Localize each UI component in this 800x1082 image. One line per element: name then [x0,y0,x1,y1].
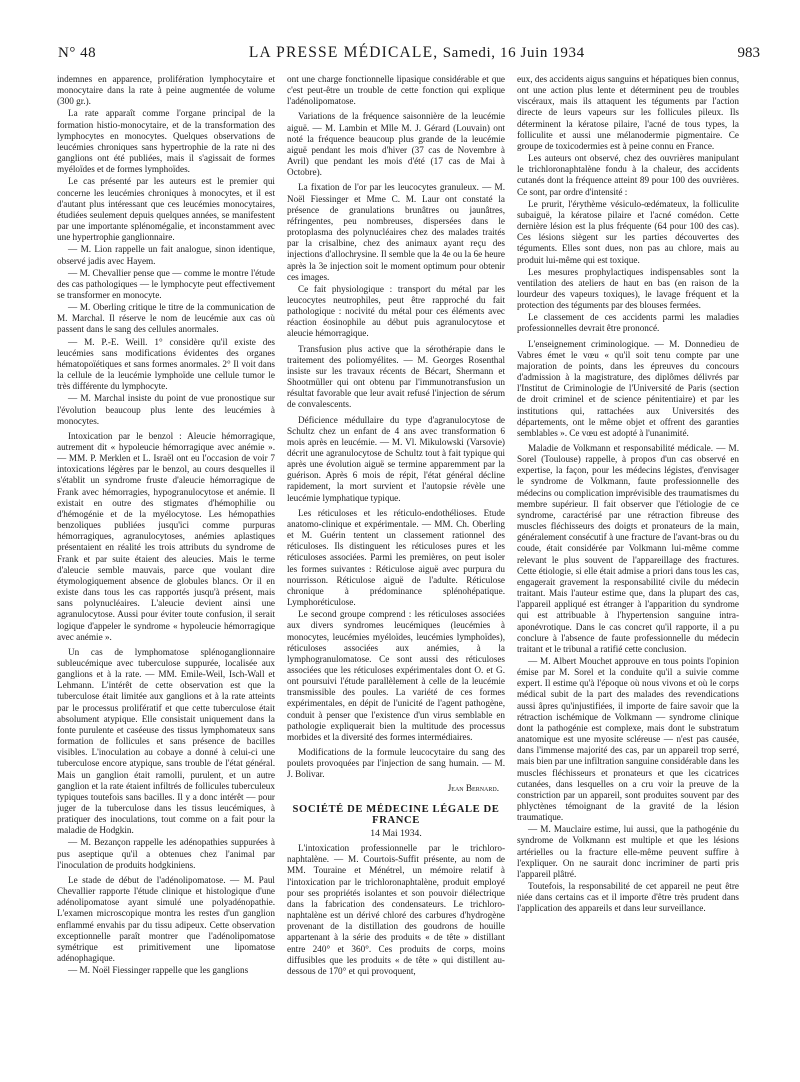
journal-title: LA PRESSE MÉDICALE, [248,44,439,61]
article-adenolipomatose: Le stade de début de l'adénolipomatose. — M. Paul Chevallier rapporte l'étude clinique et histologique d'une adénolipomatose ayant simulé une polyadénopathie. L'examen microscopique montra les restes d'un ganglion enflammé envahis par du tissu adipeux. Cette observation exceptionnelle paraît montrer que l'adénolipomatose symétrique est primitivement une lipomatose adénophagique. [57,874,275,964]
paragraph: Toutefois, la responsabilité de cet appareil ne peut être niée dans certains cas et il importe d'être très prudent dans l'application des appareils et dans leur surveillance. [517,881,739,914]
paragraph: Les mesures prophylactiques indispensables sont la ventilation des ateliers de haut en bas (en raison de la lourdeur des vapeurs toxiques), le lavage fréquent et la protection des téguments par des blouses fermées. [517,266,739,311]
paragraph: — M. Noël Fiessinger rappelle que les ganglions [68,965,249,976]
paragraph: Le second groupe comprend : les réticuloses associées aux divers syndromes leucémiques (leucémies à monocytes, leucémies myéloïdes, leucémies lymphoïdes), réticuloses associées aux anémies, à la lymphogranulomatose. Ce sont aussi des réticuloses associées que les réticuloses expérimentales dont O. et G. ont poursuivi l'étude parallèlement à celle de la leucémie transmissible des poules. La variété de ces formes expérimentales, en dépit de l'unicité de l'agent pathogène, conduit à penser que l'existence d'un virus semblable en pathologie expliquerait bien la multitude des processus morbides et la diversité des formes intermédiaires. [287,609,505,742]
paragraph: Ce fait physiologique : transport du métal par les leucocytes neutrophiles, peut être rapproché du fait pathologique : nocivité du métal pour ces éléments avec réaction éosinophile au début puis agranulocytose et aleucie hémorragique. [287,283,505,339]
column-3 [517,74,739,1068]
article-deficience-medullaire: Déficience médullaire du type d'agranulocytose de Schultz chez un enfant de 4 ans avec transformation 6 mois après en leucémie. — M. Vl. Mikulowski (Varsovie) décrit une agranulocytose de Schultz tout à fait typique qui après une évolution aiguë se termine apparemment par la guérison. Après 6 mois de répit, l'état général décline rapidement, la mort survient et l'autopsie révèle une leucémie lymphatique typique. [287,414,505,503]
article-leucemie-aigue: Variations de la fréquence saisonnière de la leucémie aiguë. — M. Lambin et Mlle M. J. Gérard (Louvain) ont noté la fréquence beaucoup plus grande de la leucémie aiguë pendant les mois d'hiver (37 cas de Novembre à Avril) que pendant les mois d'été (17 cas de Mai à Octobre). [287,111,505,178]
paragraph: — M. Marchal insiste du point de vue pronostique sur l'évolution beaucoup plus lente des leucémies à monocytes. [57,393,275,426]
paragraph: indemnes en apparence, prolifération lymphocytaire et monocytaire dans la rate à peine augmentée de volume (300 gr.). [57,74,275,107]
article-lymphomatose: Un cas de lymphomatose splénoganglionnaire subleucémique avec tuberculose suppurée, localisée aux ganglions et à la rate. — MM. Emile-Weil, Isch-Wall et Lehmann. L'intérêt de cette observation est que la tuberculose était limitée aux ganglions et à la rate atteints par le processus prolifératif et que cette tuberculose était absolument atypique. Elle consistait uniquement dans la fonte purulente et caséeuse des tissus lymphomateux sans formation de follicules et sans présence de bacilles visibles. L'inoculation au cobaye a donné à celui-ci une tuberculose encore atypique, sans trouble de l'état général. Mais un ganglion était ramolli, purulent, et un autre ganglion et la rate étaient infiltrés de follicules tuberculeux typiques toutefois sans bacilles. Il y a donc intérêt — pour juger de la tuberculose dans les tissus leucémiques, à pratiquer des inoculations, tout comme on a fait pour la maladie de Hodgkin. [57,646,275,836]
paragraph: Le cas présenté par les auteurs est le premier qui concerne les leucémies chroniques à monocytes, et il est d'autant plus intéressant que ces leucémies monocytaires, étudiées seulement depuis quelques années, se manifestent par une importante splénomégalie, et inconstamment avec une hypertrophie ganglionnaire. [57,176,275,243]
paragraph: — M. Mauclaire estime, lui aussi, que la pathogénie du syndrome de Volkmann est multiple et que les lésions artérielles ou la fracture elle-même peuvent suffire à l'expliquer. On ne saurait donc incriminer de parti pris l'appareil plâtré. [517,824,739,879]
article-reticuloses: Les réticuloses et les réticulo-endothélioses. Etude anatomo-clinique et expérimentale. — MM. Ch. Oberling et M. Guérin tentent un classement rationnel des réticuloses. Ils distinguent les réticuloses pures et les réticuloses associées. Parmi les premières, on peut isoler les formes suivantes : Réticulose aiguë avec purpura du nourrisson. Réticulose aiguë de l'adulte. Réticulose chronique à prédominance splénohépatique. Lymphoréticulose. [287,507,505,608]
paragraph: Le classement de ces accidents parmi les maladies professionnelles devrait être prononcé. [517,312,739,334]
article-volkmann: Maladie de Volkmann et responsabilité médicale. — M. Sorel (Toulouse) rappelle, à propos d'un cas observé en expertise, la façon, pour les médecins légistes, d'envisager le syndrome de Volkmann, faute professionnelle des médecins ou complication imprévisible des traumatismes du membre supérieur. Il fait observer que l'étiologie de ce syndrome, caractérisé par une rétraction fibreuse des muscles fléchisseurs des doigts et pronateurs de la main, généralement consécutif à une fracture de l'avant-bras ou du coude, était considérée par Volkmann lui-même comme relevant le plus souvent de l'appareillage des fractures. Cette étiologie, si elle était admise a priori dans tous les cas, engagerait gravement la responsabilité civile du médecin traitant. Mais l'auteur estime que, dans la plupart des cas, l'appareil appliqué est étranger à l'apparition du syndrome qui est attribuable à l'hypertension sanguine intra-aponévrotique. Dans le cas concret qu'il rapporte, il a pu conclure à l'absence de faute professionnelle du médecin traitant et le tribunal a ratifié cette conclusion. [517,443,739,654]
article-fixation-or: La fixation de l'or par les leucocytes granuleux. — M. Noël Fiessinger et Mme C. M. Laur ont constaté la présence de granulations brunâtres ou jaunâtres, réfringentes, peu nombreuses, dispersées dans le protoplasma des polynucléaires chez des malades traités par la crisalbine, chez des animaux ayant reçu des injections d'allochrysine. Il semble que la 4e ou la 6e heure après la 3e injection soit le moment optimum pour obtenir ces images. [287,182,505,282]
paragraph: Le prurit, l'érythème vésiculo-œdémateux, la folliculite subaiguë, la kératose pilaire et l'acné comédon. Cette dernière lésion est la plus fréquente (64 pour 100 des cas). Ces lésions siègent sur les parties découvertes des téguments. Elles sont dues, non pas au chlore, mais au produit lui-même qui est toxique. [517,198,739,265]
section-date: 14 Mai 1934. [370,828,422,839]
masthead [249,44,585,62]
article-transfusion: Transfusion plus active que la sérothérapie dans le traitement des poliomyélites. — M. Georges Rosenthal insiste sur les travaux récents de Bécart, Shermann et Shootmüller qui ont obtenu par l'immunotransfusion un résultat favorable que leur avait refusé l'injection de sérum de convalescents. [287,343,505,410]
issue-date: Samedi, 16 Juin 1934 [442,45,585,61]
paragraph: — M. Chevallier pense que — comme le montre l'étude des cas pathologiques — le lymphocyte peut effectivement se transformer en monocyte. [57,267,275,300]
article-formule-leucocytaire: Modifications de la formule leucocytaire du sang des poulets provoquées par l'injection de sang humain. — M. J. Bolivar. [287,747,505,780]
article-trichloronaphtalene: L'intoxication professionnelle par le trichloro-naphtalène. — M. Courtois-Suffit présente, au nom de MM. Touraine et Ménétrel, un mémoire relatif à l'intoxication par le trichloronaphtalène, produit employé pour ses propriétés isolantes et son pouvoir diélectrique dans la fabrication des condensateurs. Le trichloro-naphtalène est un dérivé chloré des carbures d'hydrogène provenant de la distillation des goudrons de houille appartenant à la série des produits « de tête » distillant entre 240° et 360°. Ces produits de corps, moins diffusibles que les produits « de tête » qui distillent au-dessous de 170° et qui provoquent, [287,843,505,976]
section-title: SOCIÉTÉ DE MÉDECINE LÉGALE DE FRANCE [292,803,500,826]
issue-number: N° 48 [58,45,97,61]
paragraph: La rate apparaît comme l'organe principal de la formation histio-monocytaire, et de la transformation des lymphocytes en monocytes. Quelques observations de leucémies chroniques sans hypertrophie de la rate ni des ganglions ont été publiées, mais il s'agissait de formes myéloïdes et de formes lymphoïdes. [57,108,275,175]
column-1 [57,74,275,1068]
author-signature: Jean Bernard. [447,782,499,793]
paragraph: ont une charge fonctionnelle lipasique considérable et que c'est peut-être un trouble de cette fonction qui explique l'adénolipomatose. [287,74,505,107]
paragraph: — M. P.-E. Weill. 1° considère qu'il existe des leucémies sans modifications évidentes des organes hématopoïétiques et sans formes anormales. 2° Il voit dans la cellule de la leucémie lymphoïde une cellule tumor le très différente du lymphocyte. [57,336,275,392]
column-2 [287,74,505,1068]
article-benzol: Intoxication par le benzol : Aleucie hémorragique, autrement dit « hypoleucie hémorragique avec anémie ». — MM. P. Merklen et L. Israël ont eu l'occasion de voir 7 intoxications légères par le benzol, au cours desquelles il s'établit un syndrome fruste d'aleucie hémorragique de Frank avec hémorragies, hypogranulocytose et anémie. Il existait en outre des stigmates d'hémophilie ou d'hémogénie et de la myélocytose. Les hémopathies benzoliques publiées jusqu'ici comme purpuras hémorragiques, agranulocytoses, anémies aplastiques présentaient en réalité les trois attributs du syndrome de Frank et par suite étaient des aleucies. Mais le terme d'aleucie semble mauvais, parce que voulant dire étymologiquement absence de globules blancs. Or il en existe dans tous les cas rapportés jusqu'à présent, mais sans polynucléaires. L'aleucie devient ainsi une agranulocytose. Aussi pour éviter toute confusion, il serait logique d'appeler le syndrome « hypoleucie hémorragique avec anémie ». [57,430,275,642]
paragraph: — M. Bezançon rappelle les adénopathies suppurées à pus aseptique qu'il a obtenues chez l'animal par l'inoculation de produits hodgkiniens. [57,837,275,870]
page-number: 983 [737,45,760,61]
paragraph: — M. Oberling critique le titre de la communication de M. Marchal. Il réserve le nom de leucémie aux cas où passent dans le sang des cellules anormales. [57,302,275,335]
article-enseignement-criminologique: L'enseignement criminologique. — M. Donnedieu de Vabres émet le vœu « qu'il soit tenu compte par une majoration de points, dans les épreuves du concours d'admission à la magistrature, des diplômes délivrés par l'Institut de Criminologie de l'Université de Paris (section de droit criminel et de science pénitentiaire) et par les institutions qui, rattachées aux Universités des départements, ont le même objet et offrent des garanties semblables ». Ce vœu est adopté à l'unanimité. [517,338,739,438]
paragraph: — M. Lion rappelle un fait analogue, sinon identique, observé jadis avec Hayem. [57,244,275,266]
page-header [58,44,760,70]
paragraph: — M. Albert Mouchet approuve en tous points l'opinion émise par M. Sorel et la conduite qu'il a suivie comme expert. Il estime qu'à l'époque où nous vivons et où le corps médical subit de la part des malades des revendications aussi âpres qu'injustifiées, il importe de faire savoir que la rétraction ischémique de Volkmann — syndrome clinique dont la pathogénie est complexe, mais dont le substratum anatomique est une myosite scléreuse — n'est pas causée, dans l'immense majorité des cas, par un appareil trop serré, mais bien par une infiltration sanguine considérable dans les muscles fléchisseurs et pronateurs et que les cicatrices cutanées, dans lesquelles on a cru voir la preuve de la constriction par un appareil, sont produites souvent par des phlyctènes témoignant de la gravité de la lésion traumatique. [517,655,739,823]
paragraph: Les auteurs ont observé, chez des ouvrières manipulant le trichloronaphtalène fondu à la chaleur, des accidents cutanés dont la fréquence atteint 89 pour 100 des ouvrières. Ce sont, par ordre d'intensité : [517,153,739,197]
paragraph: eux, des accidents aigus sanguins et hépatiques bien connus, ont une action plus lente et déterminent peu de troubles viscéraux, mais ils attaquent les téguments par l'action directe de leurs vapeurs sur les follicules pileux. Ils déterminent la kératose pilaire, l'acné de tous types, la folliculite et aussi une mélanodermie pigmentaire. Ce groupe de toxicodermies est à peine connu en France. [517,74,739,151]
